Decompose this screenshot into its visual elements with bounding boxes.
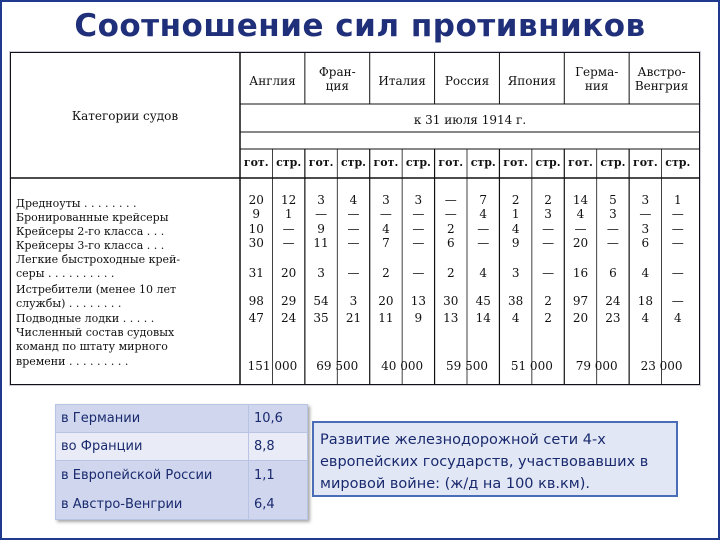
- data-cell: 11: [378, 311, 394, 325]
- data-cell: —: [379, 207, 392, 221]
- data-cell: 3: [317, 266, 325, 280]
- naval-table-scan: [10, 52, 700, 385]
- data-cell: 2: [544, 294, 552, 308]
- data-cell: 2: [446, 266, 455, 280]
- data-cell: 45: [475, 294, 491, 308]
- sub-header: гот.: [308, 156, 334, 169]
- data-cell: —: [444, 193, 457, 207]
- category-label: серы . . . . . . . . . .: [16, 267, 115, 280]
- data-cell: —: [542, 266, 555, 280]
- data-cell: 2: [544, 311, 552, 325]
- data-cell: —: [542, 222, 555, 236]
- region-cell: в Германии: [56, 405, 249, 433]
- data-cell: —: [671, 207, 684, 221]
- data-cell: —: [347, 236, 360, 250]
- data-cell: 31: [248, 266, 264, 280]
- data-cell: —: [347, 222, 360, 236]
- value-cell: 8,8: [249, 433, 308, 461]
- railway-density-table: [55, 404, 308, 520]
- crew-value: 151 000: [247, 359, 298, 373]
- table-row: [56, 433, 308, 461]
- data-cell: 13: [443, 311, 459, 325]
- value-label: 1,1: [254, 468, 275, 483]
- data-cell: 5: [609, 193, 617, 207]
- data-cell: 9: [511, 236, 520, 250]
- data-cell: 20: [572, 236, 589, 250]
- country-header: Герма-: [575, 65, 619, 79]
- data-cell: 14: [572, 193, 589, 207]
- data-cell: —: [671, 236, 684, 250]
- data-cell: 4: [641, 266, 650, 280]
- sub-header: стр.: [535, 156, 561, 169]
- data-cell: 18: [637, 294, 653, 308]
- crew-value: 69 500: [316, 359, 359, 373]
- data-cell: 4: [511, 311, 520, 325]
- data-cell: 3: [641, 222, 650, 236]
- category-label: службы) . . . . . . . .: [16, 297, 122, 310]
- country-header: Венгрия: [634, 79, 689, 93]
- data-cell: 3: [317, 193, 325, 207]
- categories-header: Категории судов: [71, 109, 179, 123]
- data-cell: 3: [382, 193, 390, 207]
- data-cell: 21: [345, 311, 362, 325]
- sub-header: гот.: [632, 156, 658, 169]
- data-cell: 2: [544, 193, 552, 207]
- crew-value: 51 000: [510, 359, 553, 373]
- data-cell: 9: [317, 222, 325, 236]
- data-cell: 20: [572, 311, 589, 325]
- country-header: Фран-: [318, 65, 356, 79]
- data-cell: 9: [252, 207, 261, 221]
- data-cell: 4: [673, 311, 682, 325]
- data-cell: 6: [609, 266, 617, 280]
- sub-header: стр.: [340, 156, 367, 169]
- category-label: команд по штату мирного: [16, 340, 168, 353]
- data-cell: 97: [572, 294, 589, 308]
- data-cell: —: [282, 236, 295, 250]
- data-cell: 7: [382, 236, 390, 250]
- sub-header: стр.: [405, 156, 431, 169]
- data-cell: 29: [281, 294, 297, 308]
- data-cell: 1: [511, 207, 520, 221]
- value-label: 6,4: [254, 497, 275, 512]
- crew-value: 59 500: [446, 359, 488, 373]
- sub-header: гот.: [568, 156, 593, 169]
- region-label: в Европейской России: [61, 468, 213, 483]
- data-cell: 2: [511, 193, 520, 207]
- data-cell: 7: [479, 193, 488, 207]
- data-cell: 4: [479, 266, 488, 280]
- data-cell: 2: [382, 266, 390, 280]
- data-cell: —: [412, 207, 425, 221]
- category-label: Бронированные крейсеры: [16, 211, 169, 224]
- data-cell: 3: [511, 266, 520, 280]
- data-cell: 3: [414, 193, 423, 207]
- country-header: Англия: [249, 74, 296, 88]
- data-cell: 38: [508, 294, 524, 308]
- value-cell: [249, 461, 308, 520]
- data-cell: 3: [609, 207, 617, 221]
- data-cell: 30: [248, 236, 264, 250]
- data-cell: —: [574, 222, 587, 236]
- country-header: ция: [325, 79, 349, 93]
- data-cell: —: [639, 207, 652, 221]
- crew-value: 79 000: [575, 359, 618, 373]
- data-cell: 4: [511, 222, 520, 236]
- data-cell: 3: [349, 294, 358, 308]
- data-cell: —: [315, 207, 328, 221]
- data-cell: 6: [446, 236, 455, 250]
- data-cell: —: [671, 222, 684, 236]
- data-cell: —: [671, 266, 684, 280]
- table-row: [56, 405, 308, 433]
- category-label: Крейсеры 3-го класса . . .: [16, 239, 165, 252]
- sub-header: гот.: [373, 156, 399, 169]
- category-label: Крейсеры 2-го класса . . .: [16, 225, 165, 238]
- category-label: Истребители (менее 10 лет: [16, 283, 177, 296]
- table-row: [56, 461, 308, 520]
- region-label: в Австро-Венгрии: [61, 497, 183, 512]
- data-cell: —: [444, 207, 457, 221]
- date-caption: к 31 июля 1914 г.: [413, 113, 527, 127]
- naval-forces-table: [10, 52, 700, 385]
- railway-note: Развитие железнодорожной сети 4-х европейских государств, участвовавших в мировой войне: (ж/д на 100 кв.км).: [312, 421, 678, 497]
- data-cell: —: [606, 222, 619, 236]
- data-cell: 3: [544, 207, 552, 221]
- sub-header: стр.: [665, 156, 691, 169]
- data-cell: 14: [475, 311, 491, 325]
- data-cell: 4: [349, 193, 358, 207]
- data-cell: 11: [313, 236, 329, 250]
- data-cell: 98: [248, 294, 264, 308]
- sub-header: стр.: [600, 156, 626, 169]
- data-cell: 4: [576, 207, 585, 221]
- data-cell: 23: [605, 311, 621, 325]
- data-cell: 24: [281, 311, 297, 325]
- data-cell: 30: [443, 294, 459, 308]
- data-cell: —: [477, 236, 490, 250]
- data-cell: 24: [605, 294, 621, 308]
- crew-value: 23 000: [640, 359, 683, 373]
- data-cell: 16: [572, 266, 589, 280]
- data-cell: 6: [641, 236, 650, 250]
- country-header: Австро-: [637, 65, 686, 79]
- data-cell: —: [412, 222, 425, 236]
- region-cell: во Франции: [56, 433, 249, 461]
- data-cell: —: [347, 266, 360, 280]
- data-cell: 35: [313, 311, 329, 325]
- data-cell: —: [412, 236, 425, 250]
- data-cell: 4: [641, 311, 650, 325]
- data-cell: 4: [479, 207, 488, 221]
- category-label: Численный состав судовых: [16, 326, 175, 339]
- value-cell: 10,6: [249, 405, 308, 433]
- country-header: Япония: [507, 74, 557, 88]
- sub-header: гот.: [503, 156, 529, 169]
- data-cell: 20: [281, 266, 297, 280]
- data-cell: —: [671, 294, 684, 308]
- country-header: Италия: [378, 74, 426, 88]
- category-label: времени . . . . . . . . .: [16, 355, 129, 368]
- data-cell: 20: [378, 294, 394, 308]
- data-cell: —: [542, 236, 555, 250]
- country-header: ния: [584, 79, 609, 93]
- category-label: Легкие быстроходные крей-: [16, 253, 181, 266]
- data-cell: 20: [248, 193, 264, 207]
- sub-header: стр.: [276, 156, 302, 169]
- data-cell: 3: [641, 193, 650, 207]
- data-cell: 47: [248, 311, 264, 325]
- sub-header: гот.: [243, 156, 269, 169]
- slide-title: Соотношение сил противников: [74, 8, 646, 44]
- category-label: Дредноуты . . . . . . . .: [16, 197, 137, 210]
- sub-header: стр.: [470, 156, 496, 169]
- data-cell: —: [347, 207, 360, 221]
- data-cell: 10: [248, 222, 264, 236]
- category-label: Подводные лодки . . . . .: [16, 312, 155, 325]
- data-cell: 2: [446, 222, 455, 236]
- data-cell: 1: [673, 193, 682, 207]
- data-cell: 9: [414, 311, 423, 325]
- country-header: Россия: [444, 74, 490, 88]
- data-cell: —: [412, 266, 425, 280]
- crew-value: 40 000: [381, 359, 424, 373]
- data-cell: 4: [382, 222, 390, 236]
- data-cell: 1: [284, 207, 293, 221]
- sub-header: гот.: [438, 156, 464, 169]
- data-cell: —: [282, 222, 295, 236]
- data-cell: 13: [410, 294, 426, 308]
- data-cell: 12: [281, 193, 297, 207]
- data-cell: —: [477, 222, 490, 236]
- data-cell: —: [606, 236, 619, 250]
- region-cell: [56, 461, 249, 520]
- data-cell: 54: [313, 294, 329, 308]
